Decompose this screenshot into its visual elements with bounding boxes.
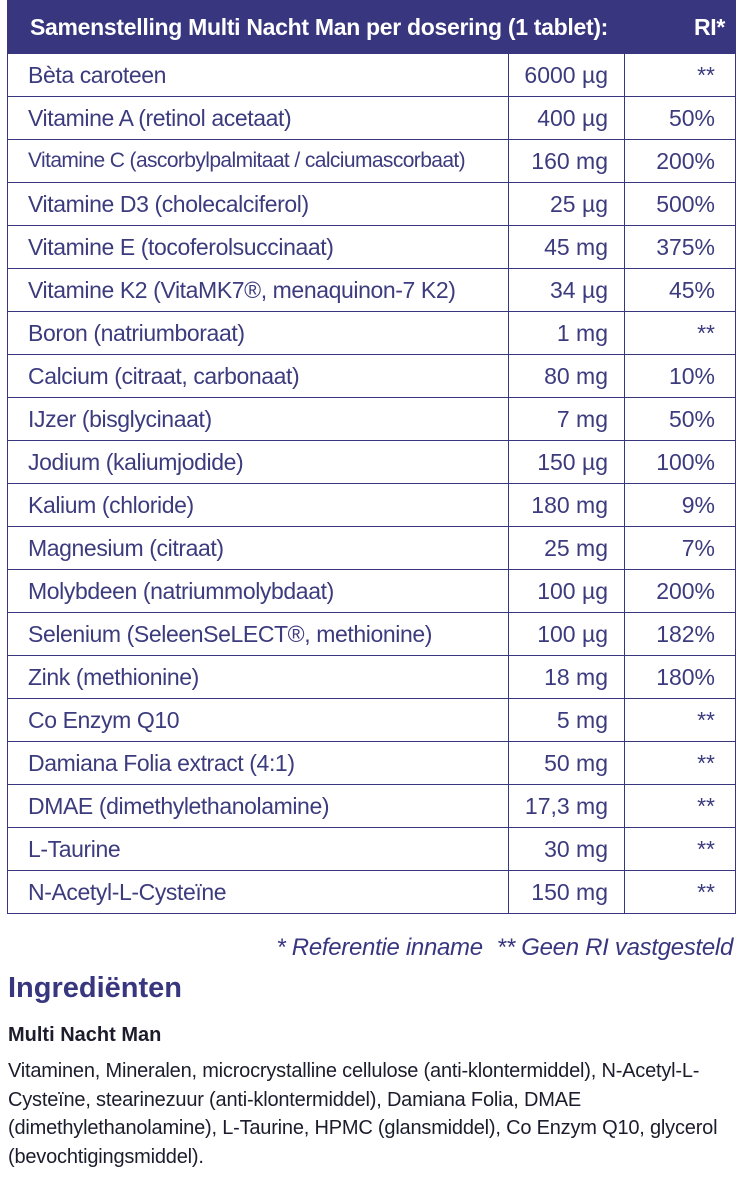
table-row: [8, 312, 736, 355]
nutrient-amount: 45 mg: [509, 226, 625, 269]
composition-table: [7, 0, 736, 914]
nutrient-ri: 10%: [625, 355, 736, 398]
table-row: [8, 226, 736, 269]
table-header-ri: RI*: [625, 1, 736, 54]
table-row: [8, 699, 736, 742]
table-row: [8, 613, 736, 656]
nutrient-amount: 150 µg: [509, 441, 625, 484]
nutrient-name: Boron (natriumboraat): [8, 312, 509, 355]
nutrient-amount: 17,3 mg: [509, 785, 625, 828]
nutrient-amount: 18 mg: [509, 656, 625, 699]
nutrient-name: L-Taurine: [8, 828, 509, 871]
table-row: [8, 484, 736, 527]
ingredients-product-name: Multi Nacht Man: [8, 1024, 162, 1046]
table-header-title: Samenstelling Multi Nacht Man per dosering (1 tablet):: [8, 1, 625, 54]
nutrient-name: Molybdeen (natriummolybdaat): [8, 570, 509, 613]
nutrient-amount: 25 µg: [509, 183, 625, 226]
footnote-no-ri: ** Geen RI vastgesteld: [496, 934, 733, 961]
nutrient-amount: 160 mg: [509, 140, 625, 183]
nutrient-amount: 100 µg: [509, 613, 625, 656]
nutrient-ri: 45%: [625, 269, 736, 312]
ingredients-list-text: Vitaminen, Mineralen, microcrystalline cellulose (anti-klontermiddel), N-Acetyl-L-Cysteïne, stearinezuur (anti-klontermiddel), Damiana Folia, DMAE (dimethylethanolamine), L-Taurine, HPMC (glansmiddel), Co Enzym Q10, glycerol (bevochtigingsmiddel).: [8, 1060, 718, 1168]
nutrient-ri: 200%: [625, 570, 736, 613]
table-row: [8, 441, 736, 484]
nutrient-amount: 7 mg: [509, 398, 625, 441]
footnote: [276, 934, 733, 962]
nutrient-ri: **: [625, 742, 736, 785]
nutrient-ri: **: [625, 785, 736, 828]
nutrient-amount: 30 mg: [509, 828, 625, 871]
nutrient-name: Damiana Folia extract (4:1): [8, 742, 509, 785]
footnote-ri: * Referentie inname: [276, 934, 483, 961]
table-row: [8, 140, 736, 183]
table-row: [8, 54, 736, 97]
nutrient-ri: 9%: [625, 484, 736, 527]
nutrient-name: Co Enzym Q10: [8, 699, 509, 742]
nutrient-ri: 50%: [625, 97, 736, 140]
nutrient-ri: **: [625, 828, 736, 871]
nutrient-ri: 100%: [625, 441, 736, 484]
nutrient-name: Calcium (citraat, carbonaat): [8, 355, 509, 398]
nutrient-ri: **: [625, 54, 736, 97]
table-row: [8, 97, 736, 140]
nutrient-name: Vitamine A (retinol acetaat): [8, 97, 509, 140]
nutrient-amount: 25 mg: [509, 527, 625, 570]
table-row: [8, 183, 736, 226]
table-body: [8, 54, 736, 914]
nutrient-ri: 180%: [625, 656, 736, 699]
nutrient-name: Jodium (kaliumjodide): [8, 441, 509, 484]
nutrient-name: Vitamine C (ascorbylpalmitaat / calciumascorbaat): [8, 140, 509, 183]
nutrient-name: Vitamine D3 (cholecalciferol): [8, 183, 509, 226]
nutrient-ri: **: [625, 871, 736, 914]
nutrient-amount: 400 µg: [509, 97, 625, 140]
nutrient-name: IJzer (bisglycinaat): [8, 398, 509, 441]
nutrient-name: DMAE (dimethylethanolamine): [8, 785, 509, 828]
nutrient-amount: 80 mg: [509, 355, 625, 398]
nutrient-amount: 50 mg: [509, 742, 625, 785]
nutrient-ri: 375%: [625, 226, 736, 269]
nutrient-name: N-Acetyl-L-Cysteïne: [8, 871, 509, 914]
table-row: [8, 871, 736, 914]
nutrient-name: Vitamine E (tocoferolsuccinaat): [8, 226, 509, 269]
table-header-row: [8, 1, 736, 54]
nutrient-ri: 500%: [625, 183, 736, 226]
nutrient-ri: 7%: [625, 527, 736, 570]
table-row: [8, 570, 736, 613]
nutrient-ri: **: [625, 312, 736, 355]
nutrient-ri: 50%: [625, 398, 736, 441]
nutrient-amount: 34 µg: [509, 269, 625, 312]
nutrient-name: Kalium (chloride): [8, 484, 509, 527]
nutrient-amount: 5 mg: [509, 699, 625, 742]
table-row: [8, 742, 736, 785]
nutrient-amount: 6000 µg: [509, 54, 625, 97]
nutrient-amount: 100 µg: [509, 570, 625, 613]
table-row: [8, 828, 736, 871]
nutrient-name: Magnesium (citraat): [8, 527, 509, 570]
nutrient-name: Selenium (SeleenSeLECT®, methionine): [8, 613, 509, 656]
table-row: [8, 355, 736, 398]
table-row: [8, 656, 736, 699]
nutrient-name: Bèta caroteen: [8, 54, 509, 97]
ingredients-title: Ingrediënten: [8, 972, 183, 1004]
nutrient-name: Vitamine K2 (VitaMK7®, menaquinon-7 K2): [8, 269, 509, 312]
table-row: [8, 269, 736, 312]
nutrient-amount: 180 mg: [509, 484, 625, 527]
nutrient-ri: **: [625, 699, 736, 742]
table-row: [8, 398, 736, 441]
table-row: [8, 785, 736, 828]
nutrient-amount: 1 mg: [509, 312, 625, 355]
nutrient-name: Zink (methionine): [8, 656, 509, 699]
nutrient-amount: 150 mg: [509, 871, 625, 914]
table-row: [8, 527, 736, 570]
nutrient-ri: 182%: [625, 613, 736, 656]
nutrient-ri: 200%: [625, 140, 736, 183]
